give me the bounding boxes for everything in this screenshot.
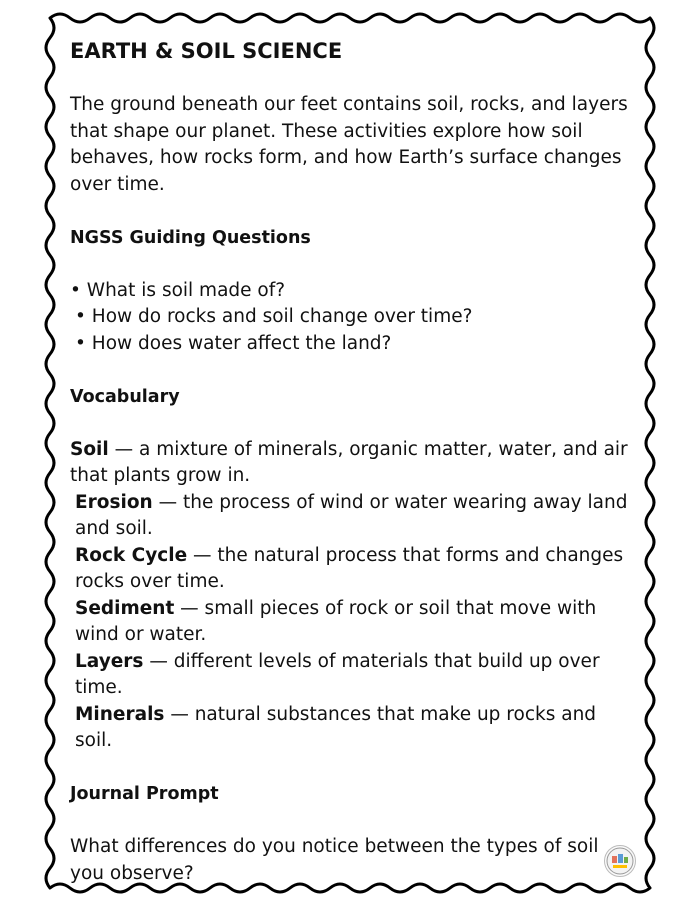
question-item: • How does water affect the land? <box>75 332 392 354</box>
question-item: • How do rocks and soil change over time? <box>75 306 473 327</box>
page-title: EARTH & SOIL SCIENCE <box>70 39 343 63</box>
vocab-term: Minerals <box>75 703 165 725</box>
vocab-term: Erosion <box>75 491 153 513</box>
vocab-item <box>70 596 636 649</box>
vocab-definition: — the process of wind or water wearing away land and soil. <box>75 491 628 539</box>
logo-badge-icon <box>604 845 636 877</box>
vocab-term: Soil <box>70 438 109 460</box>
vocab-item <box>70 490 636 543</box>
vocab-term: Layers <box>75 650 144 672</box>
vocab-item <box>70 543 636 596</box>
worksheet-content <box>70 36 636 887</box>
intro-paragraph: The ground beneath our feet contains soil, rocks, and layers that shape our planet. These activities explore how soil behaves, how rocks form, and how Earth’s surface changes over time. <box>70 94 628 195</box>
vocab-definition: — small pieces of rock or soil that move with wind or water. <box>75 597 597 645</box>
vocab-item <box>70 702 636 755</box>
vocab-definition: — a mixture of minerals, organic matter, water, and air that plants grow in. <box>70 438 628 486</box>
vocabulary-heading: Vocabulary <box>70 386 180 407</box>
vocab-item <box>70 649 636 702</box>
vocab-term: Sediment <box>75 597 175 619</box>
vocab-definition: — the natural process that forms and changes rocks over time. <box>75 544 624 592</box>
vocab-definition: — different levels of materials that build up over time. <box>75 650 600 698</box>
vocab-item <box>70 437 636 490</box>
journal-prompt-heading: Journal Prompt <box>70 784 219 804</box>
journal-prompt-text: What differences do you notice between the types of soil you observe? <box>70 836 599 884</box>
guiding-questions-heading: NGSS Guiding Questions <box>70 227 311 248</box>
vocab-term: Rock Cycle <box>75 544 188 566</box>
vocab-definition: — natural substances that make up rocks and soil. <box>75 703 597 751</box>
question-item: • What is soil made of? <box>70 279 286 301</box>
